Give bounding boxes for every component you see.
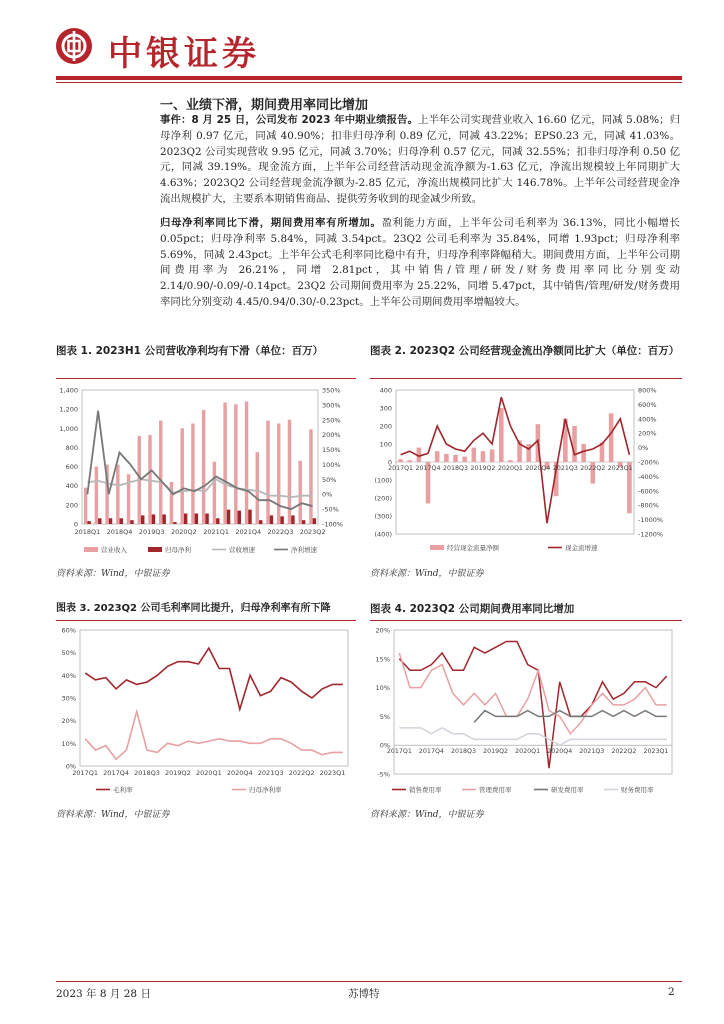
- f2-right-tick-label: 0%: [638, 444, 649, 453]
- brand-name: 中银证券: [108, 34, 260, 74]
- figure-4-rule: [370, 620, 682, 621]
- paragraph-profitability-body: 盈利能力方面，上半年公司毛利率为 36.13%，同比小幅增长 0.05pct；归母净利率 5.84%，同减 3.54pct。23Q2 公司毛利率为 35.84%，同增 1.93pct；归母净利率 5.69%，同减 2.43pct。上半年公式毛利率同比稳中有升，归母净利率降幅稍大。期间费用方面，上半年公司期间费用率为 26.21%，同增 2.81pct，其中销售/管理/研发/财务费用率同比分别变动 2.14/0.90/-0.09/-0.14pct。23Q2 公司期间费用率为 25.22%，同增 5.47pct，其中销售/管理/研发/财务费用率同比分别变动 4.45/0.94/0.30/-0.23pct。上半年公司期间费用率增幅较大。: [160, 217, 680, 308]
- f1-right-tick-label: 200%: [322, 431, 341, 440]
- f1-bar-revenue: [159, 421, 162, 524]
- f2-x-tick-label: 2021Q3: [552, 465, 578, 472]
- f1-bar-revenue: [180, 428, 183, 524]
- f1-bar-net-profit: [270, 515, 273, 524]
- f3-y-tick-label: 40%: [61, 671, 76, 680]
- f2-x-tick-label: 2020Q4: [525, 465, 551, 472]
- f2-bar-operating-cashflow: [572, 426, 577, 462]
- f4-x-tick-label: 2021Q3: [579, 748, 605, 756]
- figure-1-rule: [56, 378, 356, 379]
- f1-bar-revenue: [245, 401, 248, 524]
- f1-bar-net-profit: [205, 513, 208, 524]
- f4-y-tick-label: 20%: [375, 626, 390, 635]
- f1-right-tick-label: 300%: [322, 401, 341, 410]
- f2-x-tick-label: 2017Q1: [388, 465, 414, 472]
- figure-3-rule: [56, 620, 356, 621]
- header-rule: [56, 76, 682, 80]
- f1-left-tick-label: 200: [65, 501, 78, 510]
- f3-x-tick-label: 2019Q2: [165, 769, 191, 777]
- f1-left-tick-label: 400: [65, 482, 78, 491]
- f2-legend-label: 经营现金流量净额: [447, 544, 499, 552]
- f4-y-tick-label: 0%: [379, 741, 390, 750]
- section-title: 一、业绩下滑，期间费用率同比增加: [160, 98, 369, 113]
- f3-legend-label: 毛利率: [113, 786, 133, 794]
- f1-bar-net-profit: [141, 515, 144, 524]
- f3-x-tick-label: 2020Q4: [226, 769, 253, 777]
- figure-2-source: 资料来源：Wind，中银证券: [370, 569, 484, 579]
- f1-bar-net-profit: [152, 514, 155, 524]
- f2-left-tick-label: 100: [379, 440, 392, 449]
- f3-line-gross-margin: [85, 648, 343, 709]
- f2-right-tick-label: -800%: [638, 501, 659, 510]
- f2-right-tick-label: -600%: [638, 487, 659, 496]
- f3-y-tick-label: 60%: [61, 626, 76, 635]
- f3-y-tick-label: 0%: [65, 762, 76, 771]
- f1-bar-revenue: [95, 467, 98, 524]
- f3-x-tick-label: 2017Q4: [103, 769, 129, 777]
- f3-y-tick-label: 20%: [61, 717, 76, 726]
- f1-bar-revenue: [213, 462, 216, 524]
- f2-legend-swatch: [430, 545, 444, 550]
- f1-bar-net-profit: [184, 513, 187, 524]
- f1-right-tick-label: 100%: [322, 460, 341, 469]
- f2-x-tick-label: 2020Q1: [497, 465, 523, 472]
- f1-right-tick-label: 50%: [322, 475, 337, 484]
- f1-bar-net-profit: [302, 520, 305, 524]
- f2-bar-operating-cashflow: [609, 413, 614, 462]
- f2-bar-operating-cashflow: [435, 451, 440, 462]
- f1-bar-net-profit: [227, 510, 230, 524]
- f1-bar-net-profit: [313, 518, 316, 524]
- f4-line-finance-expense: [399, 728, 666, 745]
- f2-right-tick-label: 400%: [638, 415, 657, 424]
- f2-right-tick-label: 200%: [638, 429, 657, 438]
- f4-legend-label: 管理费用率: [479, 786, 512, 794]
- f1-x-tick-label: 2022Q3: [267, 528, 294, 536]
- f2-right-tick-label: -1000%: [638, 516, 664, 525]
- f1-bar-net-profit: [259, 520, 262, 524]
- f2-x-tick-label: 2022Q2: [580, 465, 606, 472]
- header-rule-thin: [56, 82, 682, 83]
- f1-x-tick-label: 2023Q2: [299, 528, 326, 536]
- f1-bar-revenue: [234, 404, 237, 524]
- f2-bar-operating-cashflow: [581, 444, 586, 462]
- f2-left-tick-label: 400: [379, 386, 392, 395]
- f4-x-tick-label: 2017Q4: [418, 748, 444, 756]
- f2-left-tick-label: (200): [374, 494, 392, 503]
- f1-x-tick-label: 2021Q4: [235, 528, 262, 536]
- f1-bar-net-profit: [162, 514, 165, 524]
- f2-bar-operating-cashflow: [499, 408, 504, 462]
- f1-bar-net-profit: [216, 518, 219, 524]
- f3-x-tick-label: 2022Q2: [288, 769, 315, 777]
- f1-bar-net-profit: [291, 515, 294, 524]
- footer-date: 2023 年 8 月 28 日: [56, 988, 151, 1000]
- f1-bar-revenue: [223, 402, 226, 524]
- f3-x-tick-label: 2021Q3: [257, 769, 284, 777]
- f2-right-tick-label: -1200%: [638, 530, 664, 539]
- f2-left-tick-label: 300: [379, 404, 392, 413]
- f1-right-tick-label: 0%: [322, 490, 333, 499]
- f2-x-tick-label: 2018Q3: [443, 465, 468, 472]
- f1-bar-revenue: [116, 465, 119, 524]
- bank-of-china-logo-icon: [56, 28, 92, 64]
- f2-bar-operating-cashflow: [462, 457, 467, 462]
- f3-legend-label: 归母净利率: [249, 786, 282, 794]
- paragraph-profitability: [160, 216, 680, 311]
- f4-legend-label: 研发费用率: [551, 786, 584, 794]
- f3-y-tick-label: 10%: [61, 739, 76, 748]
- page-header: [0, 0, 724, 84]
- figure-3-title: 图表 3. 2023Q2 公司毛利率同比提升，归母净利率有所下降: [56, 603, 331, 614]
- f1-bar-revenue: [266, 421, 269, 524]
- f3-line-net-margin: [85, 712, 343, 760]
- f4-y-tick-label: 5%: [379, 712, 390, 721]
- f4-x-tick-label: 2017Q1: [386, 748, 412, 756]
- f1-bar-net-profit: [98, 518, 101, 524]
- figure-4-title: 图表 4. 2023Q2 公司期间费用率同比增加: [370, 603, 575, 615]
- f1-left-tick-label: 1,400: [59, 386, 78, 395]
- f2-right-tick-label: 600%: [638, 400, 657, 409]
- figure-2-rule: [370, 378, 682, 379]
- f1-legend-label: 营业收入: [101, 546, 127, 554]
- f1-bar-net-profit: [109, 518, 112, 524]
- f1-x-tick-label: 2021Q1: [203, 528, 229, 536]
- f1-left-tick-label: 600: [65, 463, 78, 472]
- f2-x-tick-label: 2019Q2: [470, 465, 496, 472]
- f2-left-tick-label: 200: [379, 422, 392, 431]
- f2-left-tick-label: (400): [374, 530, 392, 539]
- f1-left-tick-label: 1,000: [59, 424, 78, 433]
- f1-x-tick-label: 2019Q3: [138, 528, 165, 536]
- f1-right-tick-label: 350%: [322, 386, 341, 395]
- figure-2-chart: [370, 382, 682, 562]
- f4-y-tick-label: 15%: [375, 655, 390, 664]
- f2-right-tick-label: -400%: [638, 472, 659, 481]
- f1-left-tick-label: 0: [73, 520, 78, 529]
- figure-4-chart: [370, 624, 682, 804]
- f4-legend-label: 销售费用率: [409, 786, 442, 794]
- f3-y-tick-label: 30%: [61, 694, 76, 703]
- figure-4-source: 资料来源：Wind，中银证券: [370, 810, 484, 820]
- f1-bar-net-profit: [120, 518, 123, 524]
- f4-x-tick-label: 2020Q4: [547, 748, 573, 756]
- f2-bar-operating-cashflow: [490, 449, 495, 462]
- f1-right-tick-label: 150%: [322, 446, 341, 455]
- f2-bar-operating-cashflow: [508, 460, 513, 462]
- f1-left-tick-label: 1,200: [59, 405, 78, 414]
- f2-legend-label: 现金流增速: [565, 544, 598, 552]
- f1-bar-revenue: [298, 461, 301, 524]
- f2-bar-operating-cashflow: [444, 454, 449, 462]
- f1-legend-swatch: [84, 547, 98, 552]
- f1-x-tick-label: 2020Q2: [171, 528, 197, 536]
- f4-x-tick-label: 2023Q1: [643, 748, 669, 756]
- f4-x-tick-label: 2018Q3: [451, 748, 476, 756]
- f3-y-tick-label: 50%: [61, 649, 76, 658]
- f2-bar-operating-cashflow: [398, 459, 403, 462]
- f3-x-tick-label: 2018Q3: [134, 769, 160, 777]
- f4-y-tick-label: -5%: [377, 770, 390, 779]
- f2-bar-operating-cashflow: [407, 460, 412, 462]
- paragraph-event: [160, 113, 680, 208]
- f1-bar-net-profit: [195, 513, 198, 524]
- f2-x-tick-label: 2023Q1: [607, 465, 633, 472]
- f2-x-tick-label: 2017Q4: [415, 465, 441, 472]
- f2-bar-operating-cashflow: [472, 448, 477, 462]
- f2-right-tick-label: 800%: [638, 386, 657, 395]
- f3-x-tick-label: 2023Q1: [319, 769, 346, 777]
- figure-3-chart: [56, 624, 356, 804]
- footer-page-number: 2: [668, 986, 675, 998]
- figure-1-source: 资料来源：Wind，中银证券: [56, 569, 170, 579]
- f1-bar-net-profit: [173, 522, 176, 524]
- paragraph-event-lead: 事件：8 月 25 日，公司发布 2023 年中期业绩报告。: [160, 114, 419, 126]
- f2-left-tick-label: (300): [374, 512, 392, 521]
- f1-bar-revenue: [170, 482, 173, 524]
- f1-left-tick-label: 800: [65, 443, 78, 452]
- footer-rule: [56, 981, 682, 982]
- f4-x-tick-label: 2022Q2: [611, 748, 637, 756]
- f1-bar-revenue: [309, 429, 312, 524]
- f1-right-tick-label: 250%: [322, 416, 341, 425]
- f1-bar-net-profit: [87, 521, 90, 524]
- figure-1-chart: [56, 382, 356, 562]
- f4-x-tick-label: 2019Q2: [483, 748, 509, 756]
- f1-bar-revenue: [256, 452, 259, 524]
- f4-y-tick-label: 10%: [375, 684, 390, 693]
- f1-right-tick-label: -50%: [322, 505, 339, 514]
- f1-bar-revenue: [191, 424, 194, 525]
- footer-company: 苏博特: [348, 988, 380, 1000]
- f4-line-admin-expense: [399, 653, 666, 734]
- f2-bar-operating-cashflow: [453, 455, 458, 462]
- f3-x-tick-label: 2017Q1: [72, 769, 99, 777]
- f3-x-tick-label: 2020Q1: [195, 769, 222, 777]
- f1-bar-net-profit: [248, 510, 251, 524]
- f1-legend-label: 归母净利: [165, 546, 191, 554]
- f4-line-rd-expense: [474, 711, 667, 723]
- f4-x-tick-label: 2020Q1: [515, 748, 541, 756]
- f1-bar-net-profit: [280, 516, 283, 524]
- f2-left-tick-label: 0: [387, 458, 392, 467]
- f1-bar-net-profit: [130, 520, 133, 524]
- figure-1-title: 图表 1. 2023H1 公司营收净利均有下滑（单位：百万）: [56, 345, 324, 357]
- f1-bar-net-profit: [238, 511, 241, 524]
- f3-plot-frame: [80, 630, 348, 766]
- f2-left-tick-label: (100): [374, 476, 392, 485]
- f2-bar-operating-cashflow: [481, 451, 486, 462]
- f1-x-tick-label: 2018Q1: [74, 528, 101, 536]
- f1-legend-label: 营收增速: [229, 546, 255, 554]
- paragraph-profitability-lead: 归母净利率同比下滑，期间费用率有所增加。: [160, 217, 382, 229]
- f4-legend-label: 财务费用率: [621, 786, 654, 794]
- f2-right-tick-label: -200%: [638, 458, 659, 467]
- paragraph-event-body: 上半年公司实现营业收入 16.60 亿元，同减 5.08%；归母净利 0.97 亿元，同减 40.90%；扣非归母净利 0.89 亿元，同减 43.22%；EPS0.23 元，同减 41.03%。2023Q2 公司实现营收 9.95 亿元，同减 3.70%；归母净利 0.57 亿元，同减 32.55%；扣非归母净利 0.50 亿元，同减 39.19%。现金流方面，上半年公司经营活动现金流净额为-1.63 亿元，净流出规模较上年同期扩大 4.63%；2023Q2 公司经营现金流净额为-2.85 亿元，净流出规模同比扩大 146.78%。上半年公司经营现金净流出规模扩大，主要系本期销售商品、提供劳务收到的现金减少所致。: [160, 114, 680, 205]
- f1-x-tick-label: 2018Q4: [106, 528, 133, 536]
- f1-bar-revenue: [202, 410, 205, 524]
- f1-bar-revenue: [277, 424, 280, 525]
- figure-3-source: 资料来源：Wind，中银证券: [56, 810, 170, 820]
- f1-legend-swatch: [148, 547, 162, 552]
- f1-right-tick-label: -100%: [322, 520, 343, 529]
- figure-2-title: 图表 2. 2023Q2 公司经营现金流出净额同比扩大（单位：百万）: [370, 345, 680, 357]
- f1-legend-label: 净利增速: [291, 546, 317, 554]
